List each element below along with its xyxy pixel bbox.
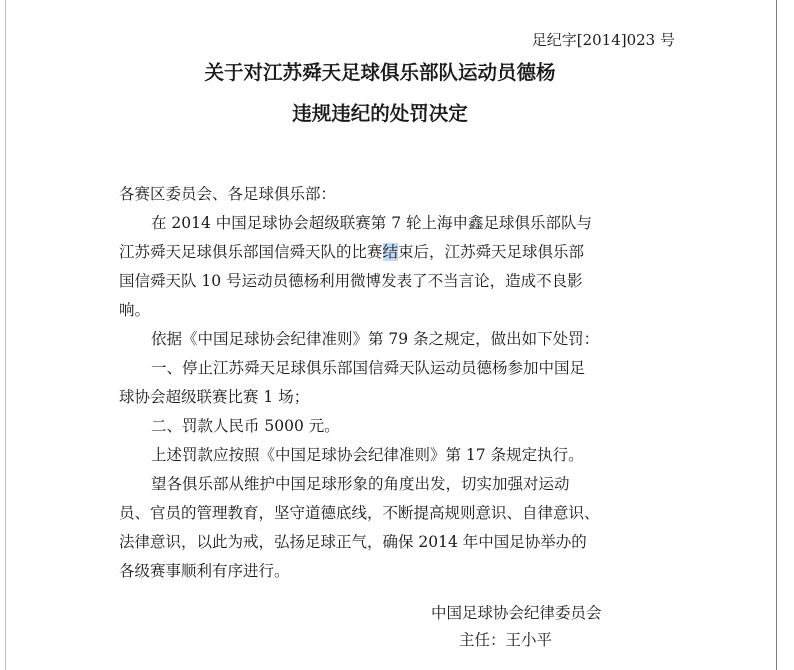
signature-organization: 中国足球协会纪律委员会 xyxy=(431,604,602,622)
body-line: 在 2014 中国足球协会超级联赛第 7 轮上海申鑫足球俱乐部队与 xyxy=(151,214,593,232)
body-line: 依据《中国足球协会纪律准则》第 79 条之规定，做出如下处罚： xyxy=(151,330,600,348)
body-line: 各级赛事顺利有序进行。 xyxy=(119,562,290,580)
body-line: 国信舜天队 10 号运动员德杨利用微博发表了不当言论，造成不良影 xyxy=(119,272,583,290)
document-title-line-2: 违规违纪的处罚决定 xyxy=(292,102,468,125)
body-line: 望各俱乐部从维护中国足球形象的角度出发，切实加强对运动 xyxy=(151,475,570,493)
page-right-edge xyxy=(776,0,777,670)
signature-director: 主任：王小平 xyxy=(459,631,553,649)
salutation: 各赛区委员会、各足球俱乐部： xyxy=(119,185,337,203)
body-line-text: 束后，江苏舜天足球俱乐部 xyxy=(398,243,585,261)
selected-text-highlight[interactable]: 结 xyxy=(382,243,399,261)
penalty-item-1: 一、停止江苏舜天足球俱乐部国信舜天队运动员德杨参加中国足 xyxy=(151,359,586,377)
document-number: 足纪字[2014]023 号 xyxy=(531,31,675,49)
body-line: 上述罚款应按照《中国足球协会纪律准则》第 17 条规定执行。 xyxy=(151,446,584,464)
body-line: 球协会超级联赛比赛 1 场； xyxy=(119,388,310,406)
body-line xyxy=(119,238,689,267)
body-line-text: 江苏舜天足球俱乐部国信舜天队的比赛 xyxy=(119,243,383,261)
body-line: 法律意识，以此为戒，弘扬足球正气，确保 2014 年中国足协举办的 xyxy=(119,533,587,551)
body-line: 员、官员的管理教育，坚守道德底线，不断提高规则意识、自律意识、 xyxy=(119,504,600,522)
penalty-item-2: 二、罚款人民币 5000 元。 xyxy=(151,417,340,435)
document-body xyxy=(119,180,689,586)
body-line: 响。 xyxy=(119,301,151,319)
page-left-edge xyxy=(5,0,6,670)
document-title-line-1: 关于对江苏舜天足球俱乐部队运动员德杨 xyxy=(204,61,556,84)
